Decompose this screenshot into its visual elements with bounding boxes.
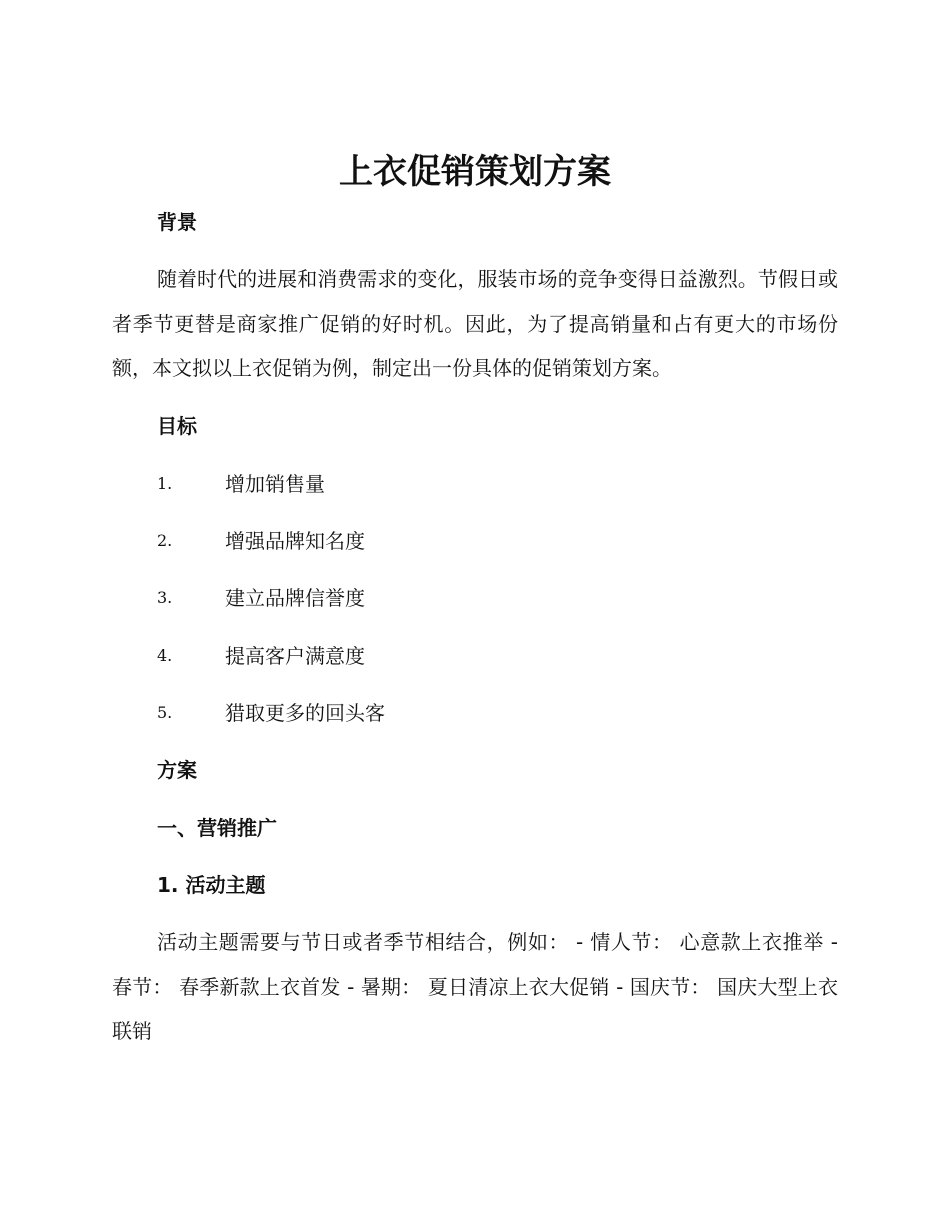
section-heading-background: 背景 [157, 210, 197, 234]
list-number: 2. [157, 531, 173, 550]
list-text: 增强品牌知名度 [225, 529, 365, 553]
section-heading-goals: 目标 [157, 414, 197, 438]
section-heading-plan: 方案 [157, 758, 197, 782]
document-title: 上衣促销策划方案 [339, 152, 611, 192]
list-text: 增加销售量 [225, 472, 325, 496]
background-paragraph: 随着时代的进展和消费需求的变化，服装市场的竞争变得日益激烈。节假日或者季节更替是商家推广促销的好时机。因此，为了提高销量和占有更大的市场份额，本文拟以上衣促销为例，制定出一份具体的促销策划方案。 [112, 267, 838, 380]
list-text: 猎取更多的回头客 [225, 701, 385, 725]
subsubheading-activity-theme: 1. 活动主题 [157, 873, 266, 897]
goal-list-item [157, 526, 757, 556]
goal-list-item [157, 641, 757, 671]
activity-theme-paragraph: 活动主题需要与节日或者季节相结合，例如： - 情人节： 心意款上衣推举 - 春节： 春季新款上衣首发 - 暑期： 夏日清凉上衣大促销 - 国庆节： 国庆大型上衣联销 [112, 930, 838, 1043]
subheading-marketing: 一、营销推广 [157, 816, 277, 840]
goal-list-item [157, 583, 757, 613]
list-text: 建立品牌信誉度 [225, 586, 365, 610]
list-number: 3. [157, 588, 173, 607]
list-text: 提高客户满意度 [225, 644, 365, 668]
list-number: 1. [157, 474, 173, 493]
list-number: 4. [157, 646, 173, 665]
list-number: 5. [157, 703, 173, 722]
goal-list-item [157, 469, 757, 499]
goal-list-item [157, 698, 757, 728]
